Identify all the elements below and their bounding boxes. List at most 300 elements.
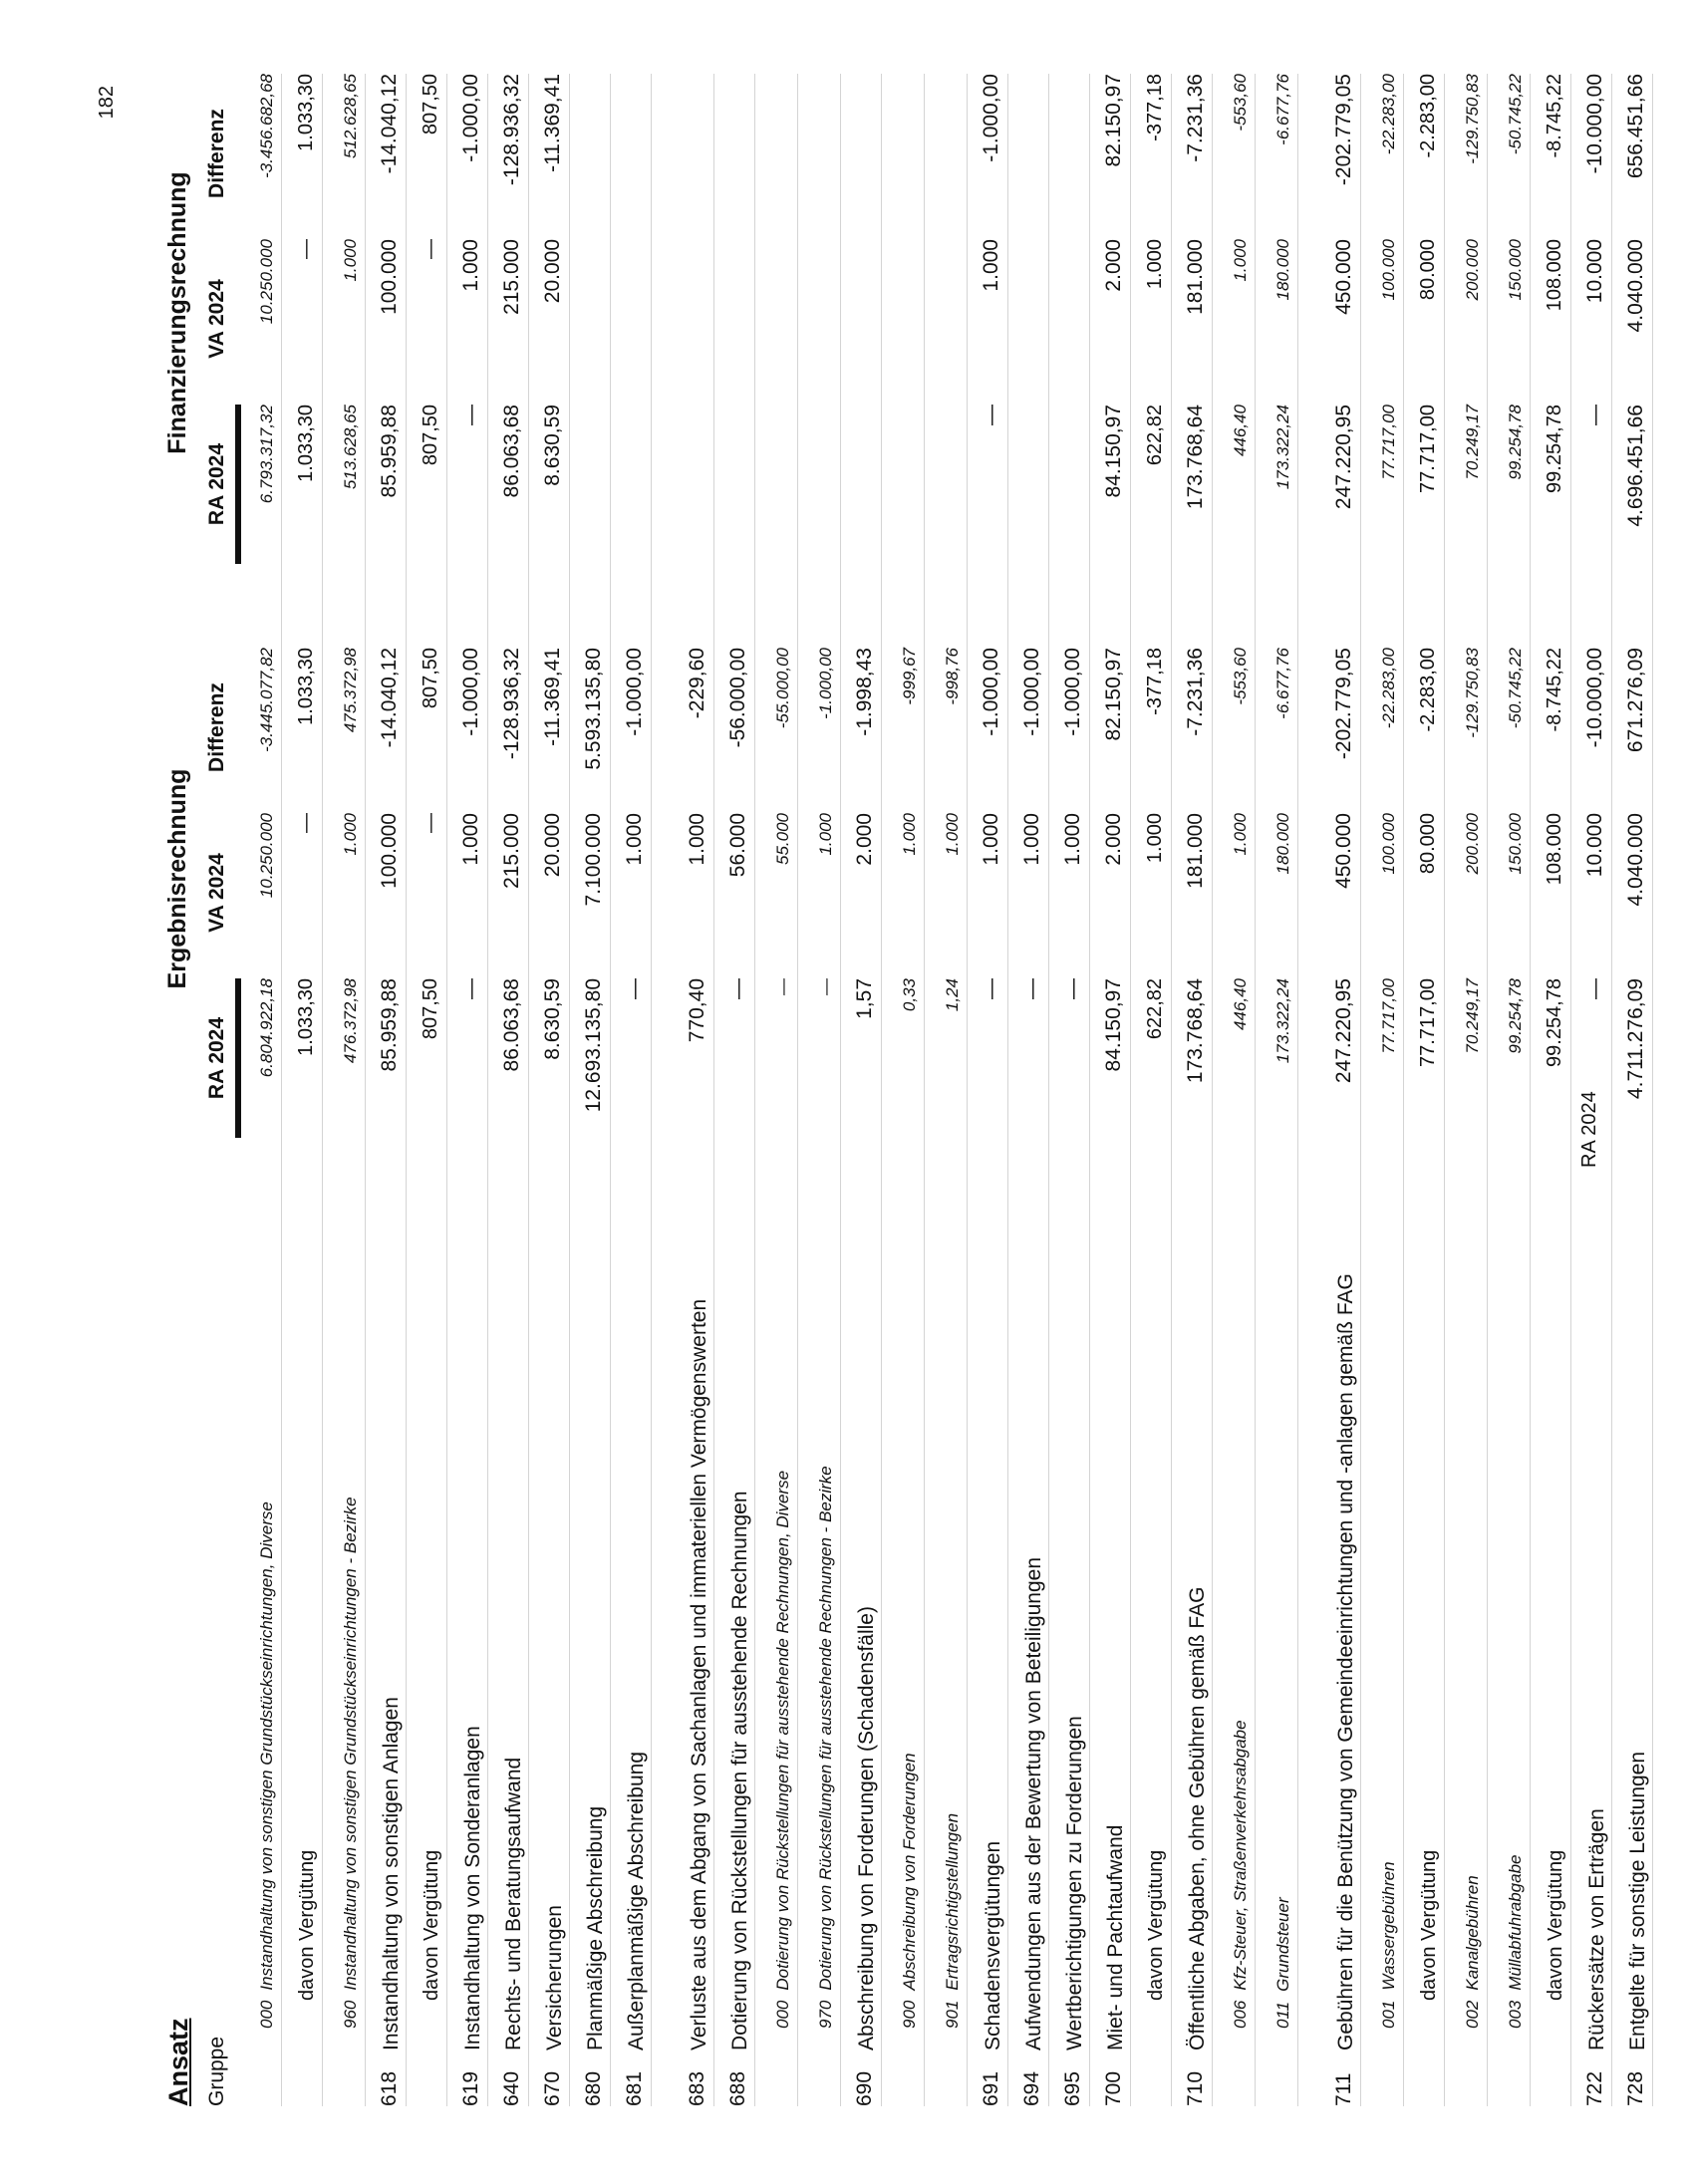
- cell-diff-finanzierung: -129.750,83: [1463, 74, 1482, 164]
- row-label: [652, 1154, 713, 2050]
- cell-va-finanzierung: [882, 239, 924, 399]
- row-label-text: Kfz-Steuer, Straßenverkehrsabgabe: [1231, 1720, 1250, 1991]
- cell-diff-ergebnis: -10.000,00: [1583, 648, 1606, 748]
- cell-diff-finanzierung: [798, 74, 840, 233]
- cell-va-ergebnis: 1.000: [1020, 813, 1043, 866]
- cell-diff-finanzierung: 656.451,66: [1624, 74, 1647, 179]
- row-label-text: Dotierung von Rückstellungen für ausstehende Rechnungen: [728, 1491, 751, 2050]
- row-code: 691: [980, 2070, 1002, 2106]
- cell-va-finanzierung: [611, 239, 651, 399]
- table-row: [1298, 74, 1361, 2106]
- column-header-diff-finanzierung: Differenz: [205, 109, 228, 198]
- cell-ra-finanzierung: 77.717,00: [1417, 405, 1439, 493]
- cell-va-ergebnis: 7.100.000: [582, 813, 605, 907]
- column-header-ra-finanzierung: RA 2024: [205, 442, 228, 526]
- row-label: [1213, 1132, 1255, 2050]
- cell-ra-finanzierung: 8.630,59: [541, 405, 564, 486]
- table-row: [1531, 74, 1571, 2106]
- table-row: [798, 74, 841, 2106]
- cell-ra-ergebnis: 99.254,78: [1544, 978, 1565, 1067]
- cell-diff-ergebnis: 1.033,30: [295, 648, 317, 725]
- table-row: [925, 74, 968, 2106]
- cell-ra-ergebnis: 1,24: [943, 978, 962, 1012]
- row-code: [1213, 2060, 1255, 2106]
- cell-diff-ergebnis: -553,60: [1231, 648, 1250, 705]
- group-column-header: Gruppe: [205, 2036, 228, 2106]
- cell-va-finanzierung: [841, 239, 881, 399]
- row-code: [925, 2060, 967, 2106]
- cell-ra-ergebnis: 77.717,00: [1417, 978, 1439, 1067]
- cell-va-ergebnis: 100.000: [1379, 813, 1398, 875]
- cell-va-finanzierung: 215.000: [500, 239, 523, 315]
- cell-ra-ergebnis: 247.220,95: [1332, 978, 1355, 1084]
- cell-diff-finanzierung: -8.745,22: [1544, 74, 1565, 158]
- cell-ra-finanzierung: [882, 405, 924, 564]
- row-code: 711: [1332, 2072, 1355, 2106]
- row-label: [239, 1132, 281, 2050]
- row-code: [755, 2060, 797, 2106]
- cell-va-finanzierung: [798, 239, 840, 399]
- row-subcode: 000: [773, 2000, 792, 2029]
- cell-va-finanzierung: [714, 239, 754, 399]
- cell-diff-ergebnis: -11.369,41: [541, 648, 564, 746]
- cell-ra-ergebnis: 807,50: [420, 978, 441, 1040]
- row-code: 680: [582, 2070, 605, 2106]
- row-label-text: Instandhaltung von sonstigen Anlagen: [380, 1697, 403, 2050]
- cell-ra-finanzierung: [570, 405, 610, 564]
- cell-diff-ergebnis: -6.677,76: [1273, 648, 1292, 719]
- row-code: 700: [1102, 2070, 1125, 2106]
- row-label-text: Miet- und Pachtaufwand: [1104, 1824, 1127, 2050]
- row-label-text: davon Vergütung: [296, 1849, 318, 2001]
- cell-va-finanzierung: 1.000: [341, 239, 360, 282]
- table-row: [1172, 74, 1213, 2106]
- cell-ra-finanzierung: [1049, 405, 1089, 564]
- row-code: [798, 2060, 840, 2106]
- cell-diff-finanzierung: [925, 74, 967, 233]
- cell-ra-finanzierung: —: [459, 405, 482, 425]
- row-code: 681: [623, 2070, 646, 2106]
- table-row: [447, 74, 488, 2106]
- cell-diff-finanzierung: -377,18: [1144, 74, 1166, 141]
- cell-diff-finanzierung: -50.745,22: [1506, 74, 1525, 155]
- row-label-text: Instandhaltung von Sonderanlagen: [461, 1726, 484, 2050]
- cell-ra-ergebnis: —: [773, 978, 792, 995]
- table-row: [366, 74, 407, 2106]
- table-title: Ansatz: [163, 2018, 193, 2106]
- cell-ra-finanzierung: 173.322,24: [1273, 405, 1292, 490]
- row-label-text: Rückersätze von Erträgen: [1585, 1808, 1608, 2050]
- cell-diff-finanzierung: -202.779,05: [1332, 74, 1355, 186]
- cell-diff-ergebnis: -2.283,00: [1417, 648, 1439, 732]
- cell-va-finanzierung: [1049, 239, 1089, 399]
- cell-va-ergebnis: 108.000: [1544, 813, 1565, 886]
- cell-va-finanzierung: 1.000: [459, 239, 482, 292]
- cell-diff-ergebnis: -1.998,43: [853, 648, 876, 736]
- row-label: [798, 1132, 840, 2050]
- cell-va-ergebnis: 2.000: [1102, 813, 1125, 866]
- cell-diff-ergebnis: -998,76: [943, 648, 962, 705]
- cell-diff-finanzierung: -11.369,41: [541, 74, 564, 172]
- cell-diff-ergebnis: -56.000,00: [726, 648, 749, 748]
- section-header-finanzierungsrechnung: Finanzierungsrechnung: [163, 171, 191, 454]
- row-label: [841, 1154, 881, 2050]
- cell-diff-ergebnis: -1.000,00: [980, 648, 1002, 736]
- cell-ra-ergebnis: 12.693.135,80: [582, 978, 605, 1113]
- cell-va-ergebnis: 150.000: [1506, 813, 1525, 875]
- cell-va-finanzierung: —: [295, 239, 317, 259]
- cell-diff-ergebnis: -229,60: [686, 648, 708, 719]
- cell-ra-ergebnis: 622,82: [1144, 978, 1166, 1040]
- row-label: [611, 1154, 651, 2050]
- table-row: [1049, 74, 1090, 2106]
- cell-diff-ergebnis: 82.150,97: [1102, 648, 1125, 741]
- cell-diff-ergebnis: -129.750,83: [1463, 648, 1482, 738]
- row-label: [366, 1154, 406, 2050]
- row-label-text: Dotierung von Rückstellungen für ausstehende Rechnungen - Bezirke: [816, 1466, 835, 1991]
- row-subcode: 006: [1231, 2000, 1250, 2029]
- cell-diff-finanzierung: [611, 74, 651, 233]
- cell-ra-finanzierung: 6.793.317,32: [257, 405, 276, 504]
- column-header-va-ergebnis: VA 2024: [205, 853, 228, 933]
- cell-diff-ergebnis: -1.000,00: [623, 648, 646, 736]
- cell-va-finanzierung: 181.000: [1184, 239, 1207, 315]
- row-code: 640: [500, 2070, 523, 2106]
- row-subcode: 970: [816, 2000, 835, 2029]
- row-subcode: 003: [1506, 2000, 1525, 2029]
- row-code: [1131, 2060, 1171, 2106]
- table-row: [1256, 74, 1298, 2106]
- row-label-text: Ertragsrichtigstellungen: [943, 1812, 962, 1991]
- row-label: [282, 1104, 322, 2050]
- cell-va-finanzierung: [755, 239, 797, 399]
- row-label: [925, 1132, 967, 2050]
- row-subcode: 900: [900, 2000, 919, 2029]
- row-label: [714, 1154, 754, 2050]
- cell-va-finanzierung: [925, 239, 967, 399]
- cell-ra-ergebnis: 1.033,30: [295, 978, 317, 1056]
- cell-ra-ergebnis: —: [816, 978, 835, 995]
- cell-va-ergebnis: 80.000: [1417, 813, 1439, 875]
- row-code: [1445, 2060, 1487, 2106]
- cell-ra-finanzierung: 99.254,78: [1506, 405, 1525, 480]
- row-label-text: Schadensvergütungen: [982, 1840, 1004, 2050]
- column-header-va-finanzierung: VA 2024: [205, 279, 228, 359]
- cell-va-finanzierung: 100.000: [1379, 239, 1398, 301]
- table-row: [611, 74, 652, 2106]
- row-label-text: davon Vergütung: [1545, 1849, 1566, 2001]
- row-code: 618: [378, 2070, 401, 2106]
- row-label: [1131, 1104, 1171, 2050]
- cell-va-ergebnis: 180.000: [1273, 813, 1292, 875]
- cell-va-finanzierung: 200.000: [1463, 239, 1482, 301]
- table-body: [239, 74, 1653, 2106]
- table-row: [1213, 74, 1256, 2106]
- row-label: [1049, 1154, 1089, 2050]
- cell-va-finanzierung: 1.000: [1231, 239, 1250, 282]
- row-label: [1404, 1104, 1444, 2050]
- row-label-text: davon Vergütung: [1145, 1849, 1167, 2001]
- cell-va-ergebnis: —: [295, 813, 317, 833]
- cell-diff-ergebnis: -14.040,12: [378, 648, 401, 748]
- cell-diff-finanzierung: 807,50: [420, 74, 441, 136]
- row-label-text: Dotierung von Rückstellungen für ausstehende Rechnungen, Diverse: [773, 1470, 792, 1991]
- cell-diff-ergebnis: -1.000,00: [459, 648, 482, 736]
- cell-ra-ergebnis: 6.804.922,18: [257, 978, 276, 1078]
- cell-diff-finanzierung: -7.231,36: [1184, 74, 1207, 162]
- row-label: [1571, 1154, 1611, 2050]
- cell-ra-ergebnis: 8.630,59: [541, 978, 564, 1060]
- cell-va-ergebnis: 10.000: [1583, 813, 1606, 878]
- cell-diff-finanzierung: 1.033,30: [295, 74, 317, 151]
- cell-ra-ergebnis: 99.254,78: [1506, 978, 1525, 1054]
- cell-ra-ergebnis: 1,57: [853, 978, 876, 1019]
- cell-diff-ergebnis: 5.593.135,80: [582, 648, 605, 770]
- cell-ra-finanzierung: —: [1583, 405, 1606, 425]
- table-row: [407, 74, 447, 2106]
- cell-ra-finanzierung: [1008, 405, 1048, 564]
- cell-diff-finanzierung: [1008, 74, 1048, 233]
- row-label-text: Instandhaltung von sonstigen Grundstückseinrichtungen - Bezirke: [341, 1497, 360, 1991]
- cell-va-ergebnis: 1.000: [686, 813, 708, 866]
- cell-diff-finanzierung: [570, 74, 610, 233]
- table-row: [282, 74, 323, 2106]
- cell-diff-ergebnis: -55.000,00: [773, 648, 792, 729]
- cell-diff-finanzierung: -6.677,76: [1273, 74, 1292, 145]
- cell-ra-ergebnis: —: [726, 978, 749, 999]
- row-label-text: davon Vergütung: [1418, 1849, 1440, 2001]
- row-label-text: Aufwendungen aus der Bewertung von Beteiligungen: [1022, 1556, 1045, 2050]
- cell-ra-finanzierung: —: [980, 405, 1002, 425]
- cell-ra-finanzierung: 1.033,30: [295, 405, 317, 482]
- table-row: [882, 74, 925, 2106]
- cell-diff-ergebnis: -3.445.077,82: [257, 648, 276, 752]
- cell-va-finanzierung: —: [420, 239, 441, 259]
- row-code: 728: [1624, 2070, 1647, 2106]
- cell-diff-finanzierung: -128.936,32: [500, 74, 523, 186]
- row-subcode: 001: [1379, 2000, 1398, 2029]
- row-code: 619: [459, 2070, 482, 2106]
- table-row: [323, 74, 366, 2106]
- table-row: [652, 74, 714, 2106]
- cell-ra-finanzierung: [798, 405, 840, 564]
- cell-diff-finanzierung: -553,60: [1231, 74, 1250, 132]
- cell-va-ergebnis: 4.040.000: [1624, 813, 1647, 907]
- row-label: [968, 1154, 1007, 2050]
- cell-diff-ergebnis: -50.745,22: [1506, 648, 1525, 729]
- row-label-text: Abschreibung von Forderungen: [900, 1753, 919, 1991]
- row-code: [1488, 2060, 1530, 2106]
- row-subcode: 000: [257, 2000, 276, 2029]
- cell-ra-ergebnis: 173.322,24: [1273, 978, 1292, 1064]
- cell-va-ergebnis: 1.000: [341, 813, 360, 856]
- cell-diff-ergebnis: -7.231,36: [1184, 648, 1207, 736]
- cell-va-ergebnis: 1.000: [623, 813, 646, 866]
- column-header-diff-ergebnis: Differenz: [205, 682, 228, 772]
- row-label: [1008, 1154, 1048, 2050]
- table-row: [968, 74, 1008, 2106]
- cell-va-finanzierung: 80.000: [1417, 239, 1439, 301]
- cell-ra-finanzierung: [652, 405, 713, 564]
- cell-ra-ergebnis: —: [980, 978, 1002, 999]
- table-row: [529, 74, 570, 2106]
- cell-va-ergebnis: 2.000: [853, 813, 876, 866]
- table-row: [841, 74, 882, 2106]
- row-code: 690: [853, 2070, 876, 2106]
- cell-ra-ergebnis: 85.959,88: [378, 978, 401, 1072]
- cell-ra-finanzierung: 86.063,68: [500, 405, 523, 498]
- cell-ra-ergebnis: 476.372,98: [341, 978, 360, 1064]
- table-row: [1131, 74, 1172, 2106]
- row-code: [323, 2060, 365, 2106]
- cell-diff-ergebnis: -1.000,00: [816, 648, 835, 719]
- table-row: [1008, 74, 1049, 2106]
- cell-ra-ergebnis: —: [1061, 978, 1084, 999]
- cell-va-ergebnis: 1.000: [943, 813, 962, 856]
- cell-va-finanzierung: 10.250.000: [257, 239, 276, 325]
- cell-ra-finanzierung: 513.628,65: [341, 405, 360, 490]
- cell-ra-finanzierung: [925, 405, 967, 564]
- row-label: [755, 1132, 797, 2050]
- cell-va-finanzierung: 4.040.000: [1624, 239, 1647, 333]
- cell-diff-finanzierung: [882, 74, 924, 233]
- cell-diff-finanzierung: -14.040,12: [378, 74, 401, 174]
- cell-diff-finanzierung: [755, 74, 797, 233]
- cell-va-ergebnis: 56.000: [726, 813, 749, 878]
- cell-ra-ergebnis: —: [459, 978, 482, 999]
- cell-va-ergebnis: 1.000: [1231, 813, 1250, 856]
- cell-diff-ergebnis: -999,67: [900, 648, 919, 705]
- row-code: [1256, 2060, 1297, 2106]
- row-label: [1298, 1154, 1360, 2050]
- row-code: 694: [1020, 2070, 1043, 2106]
- cell-ra-ergebnis: 173.768,64: [1184, 978, 1207, 1084]
- row-label-text: Gebühren für die Benützung von Gemeindeeinrichtungen und -anlagen gemäß FAG: [1334, 1273, 1357, 2050]
- table-row: [1361, 74, 1404, 2106]
- cell-va-ergebnis: 181.000: [1184, 813, 1207, 889]
- cell-ra-finanzierung: [611, 405, 651, 564]
- cell-ra-ergebnis: 0,33: [900, 978, 919, 1012]
- cell-ra-finanzierung: 77.717,00: [1379, 405, 1398, 480]
- cell-va-finanzierung: 108.000: [1544, 239, 1565, 312]
- row-label-text: davon Vergütung: [421, 1849, 442, 2001]
- row-subcode: 011: [1273, 2001, 1292, 2029]
- table-row: [488, 74, 529, 2106]
- row-label-text: Planmäßige Abschreibung: [584, 1805, 607, 2050]
- cell-va-ergebnis: 450.000: [1332, 813, 1355, 889]
- cell-ra-ergebnis: —: [1583, 978, 1606, 999]
- cell-ra-finanzierung: [841, 405, 881, 564]
- row-label-text: Grundsteuer: [1273, 1897, 1292, 1992]
- row-code: [407, 2060, 446, 2106]
- row-label: [323, 1132, 365, 2050]
- table-row: [1445, 74, 1488, 2106]
- cell-diff-finanzierung: [652, 74, 713, 233]
- cell-va-finanzierung: 2.000: [1102, 239, 1125, 292]
- row-subcode: 960: [341, 2000, 360, 2029]
- row-label: [1256, 1132, 1297, 2050]
- row-label-text: Müllabfuhrabgabe: [1506, 1854, 1525, 1991]
- cell-ra-finanzierung: 4.696.451,66: [1624, 405, 1647, 527]
- cell-diff-finanzierung: -2.283,00: [1417, 74, 1439, 158]
- row-code: 695: [1061, 2070, 1084, 2106]
- cell-diff-finanzierung: -1.000,00: [980, 74, 1002, 162]
- row-label: [1488, 1132, 1530, 2050]
- row-label-text: Öffentliche Abgaben, ohne Gebühren gemäß FAG: [1186, 1586, 1209, 2050]
- table-row: [1090, 74, 1131, 2106]
- table-row: [1612, 74, 1653, 2106]
- cell-va-ergebnis: 100.000: [378, 813, 401, 889]
- cell-diff-ergebnis: -202.779,05: [1332, 648, 1355, 760]
- cell-ra-finanzierung: 622,82: [1144, 405, 1166, 466]
- cell-va-ergebnis: 1.000: [1061, 813, 1084, 866]
- cell-diff-ergebnis: 671.276,09: [1624, 648, 1647, 753]
- row-label: [1172, 1154, 1212, 2050]
- cell-diff-ergebnis: -1.000,00: [1061, 648, 1084, 736]
- cell-va-ergebnis: 20.000: [541, 813, 564, 878]
- cell-va-finanzierung: [652, 239, 713, 399]
- cell-va-ergebnis: 1.000: [1144, 813, 1166, 864]
- row-code: [882, 2060, 924, 2106]
- row-code: [1531, 2060, 1570, 2106]
- cell-diff-finanzierung: -3.456.682,68: [257, 74, 276, 178]
- page-number: 182: [96, 86, 118, 120]
- row-label: [1445, 1132, 1487, 2050]
- table-row: [239, 74, 282, 2106]
- cell-va-ergebnis: 1.000: [459, 813, 482, 866]
- cell-ra-finanzierung: 807,50: [420, 405, 441, 466]
- cell-ra-finanzierung: 446,40: [1231, 405, 1250, 456]
- cell-va-ergebnis: 10.250.000: [257, 813, 276, 899]
- row-label-text: Kanalgebühren: [1463, 1875, 1482, 1991]
- cell-ra-finanzierung: 85.959,88: [378, 405, 401, 498]
- cell-ra-ergebnis: 4.711.276,09: [1624, 978, 1647, 1100]
- row-code: 670: [541, 2070, 564, 2106]
- row-label: [1361, 1132, 1403, 2050]
- cell-diff-finanzierung: -1.000,00: [459, 74, 482, 162]
- cell-va-finanzierung: 20.000: [541, 239, 564, 304]
- page-footer: RA 2024: [1578, 1091, 1600, 1168]
- table-row: [1571, 74, 1612, 2106]
- row-label-text: Wassergebühren: [1379, 1861, 1398, 1991]
- cell-ra-ergebnis: 86.063,68: [500, 978, 523, 1072]
- cell-ra-finanzierung: [714, 405, 754, 564]
- cell-diff-ergebnis: 807,50: [420, 648, 441, 709]
- cell-diff-finanzierung: -22.283,00: [1379, 74, 1398, 155]
- row-label: [488, 1154, 528, 2050]
- cell-ra-ergebnis: 770,40: [686, 978, 708, 1043]
- cell-diff-ergebnis: -377,18: [1144, 648, 1166, 715]
- cell-va-finanzierung: 100.000: [378, 239, 401, 315]
- cell-va-finanzierung: [570, 239, 610, 399]
- cell-va-finanzierung: 1.000: [980, 239, 1002, 292]
- cell-va-finanzierung: 1.000: [1144, 239, 1166, 290]
- row-label-text: Entgelte für sonstige Leistungen: [1626, 1751, 1649, 2050]
- cell-ra-ergebnis: 84.150,97: [1102, 978, 1125, 1072]
- row-label: [1612, 1154, 1652, 2050]
- cell-va-ergebnis: 1.000: [980, 813, 1002, 866]
- row-code: [1361, 2060, 1403, 2106]
- row-code: 688: [726, 2070, 749, 2106]
- section-header-ergebnisrechnung: Ergebnisrechnung: [163, 768, 191, 989]
- table-row: [714, 74, 755, 2106]
- row-label: [570, 1154, 610, 2050]
- cell-diff-ergebnis: -1.000,00: [1020, 648, 1043, 736]
- row-code: 710: [1184, 2070, 1207, 2106]
- cell-ra-ergebnis: 77.717,00: [1379, 978, 1398, 1054]
- cell-va-ergebnis: 55.000: [773, 813, 792, 865]
- column-header-ra-ergebnis: RA 2024: [205, 1016, 228, 1100]
